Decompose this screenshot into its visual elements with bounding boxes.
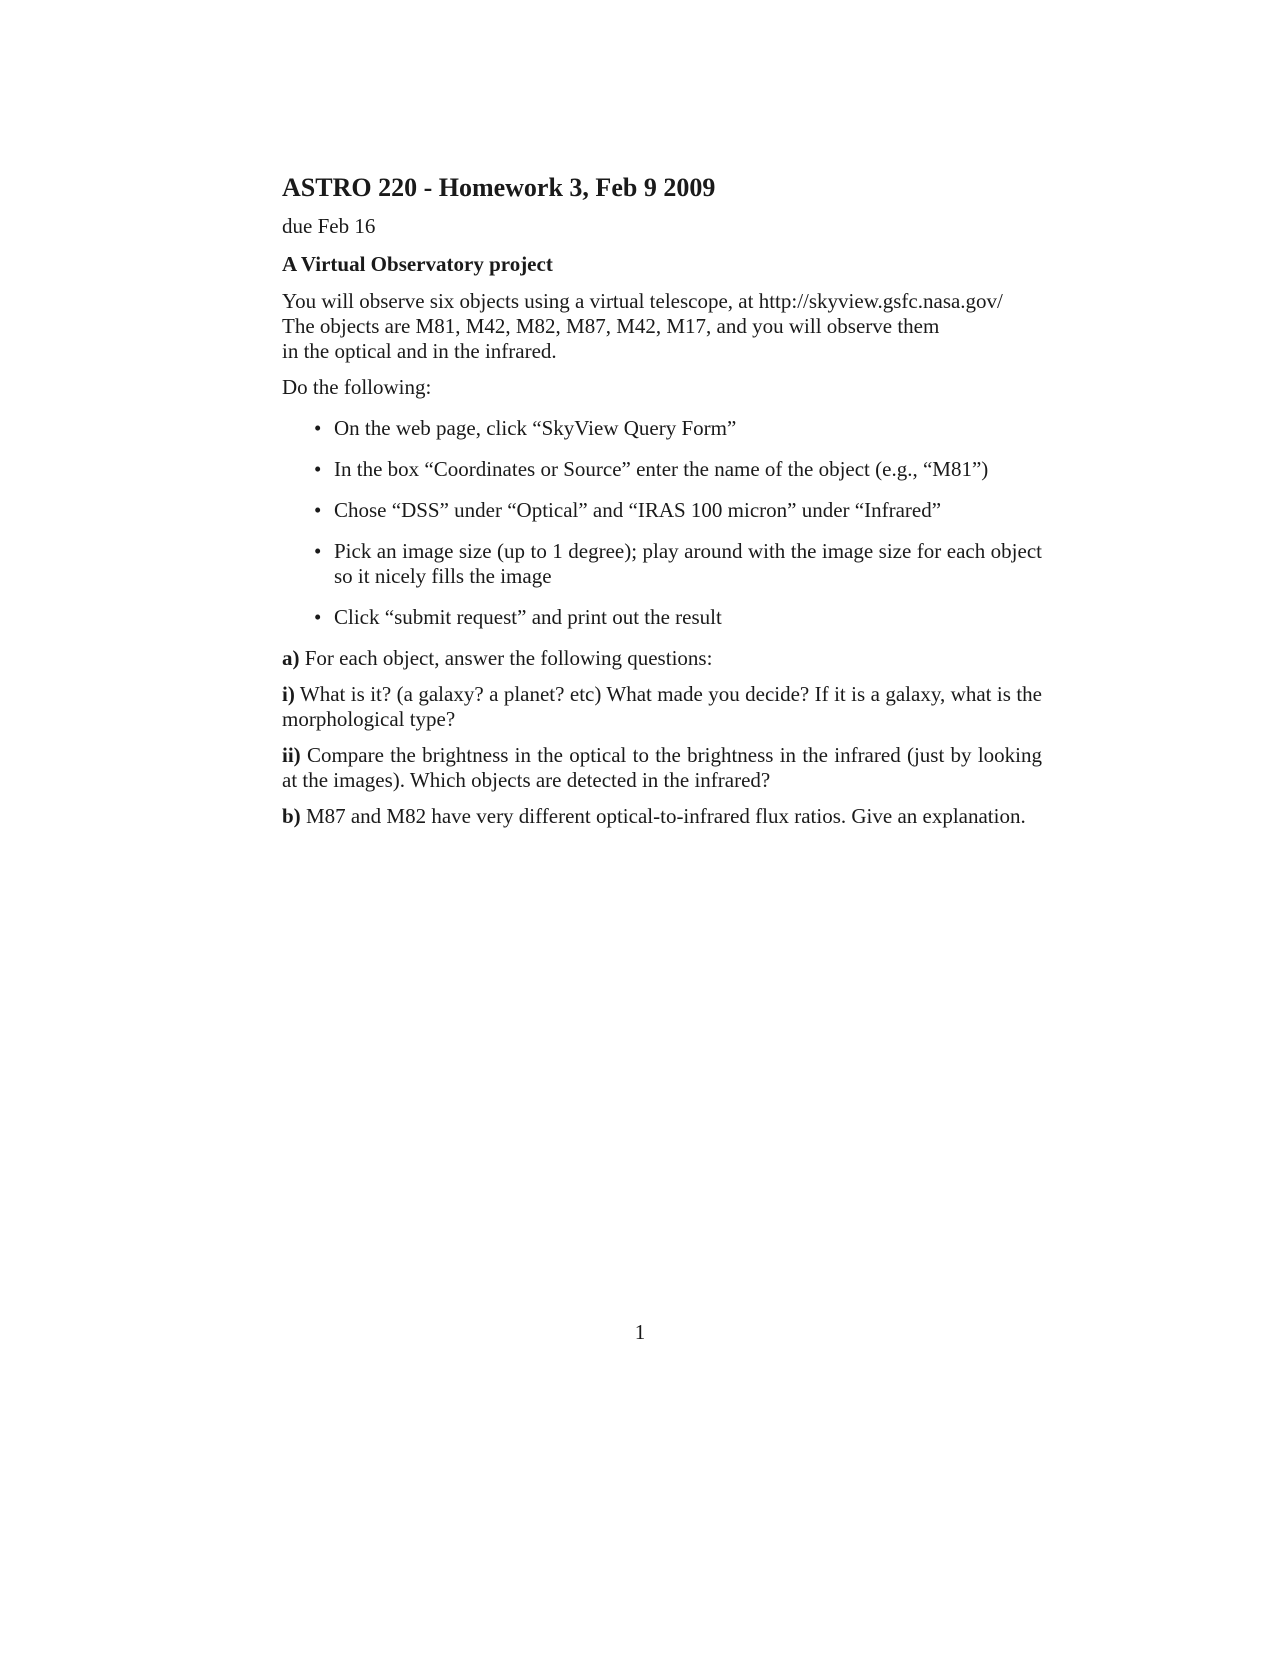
- bullet-icon: •: [314, 605, 322, 629]
- bullet-icon: •: [314, 416, 322, 440]
- list-item: [282, 605, 1042, 630]
- step-text: In the box “Coordinates or Source” enter the name of the object (e.g., “M81”): [334, 457, 989, 481]
- question-b: [282, 804, 1042, 829]
- intro-line: You will observe six objects using a virtual telescope, at http://skyview.gsfc.nasa.gov/: [282, 289, 1003, 313]
- document-page: [282, 172, 1042, 840]
- bullet-icon: •: [314, 539, 322, 563]
- document-title: ASTRO 220 - Homework 3, Feb 9 2009: [282, 173, 716, 202]
- intro-line: in the optical and in the infrared.: [282, 339, 557, 363]
- due-date: due Feb 16: [282, 214, 376, 238]
- question-label: ii): [282, 743, 301, 767]
- step-text: Click “submit request” and print out the result: [334, 605, 722, 629]
- intro-paragraph: [282, 289, 1042, 364]
- list-item: [282, 416, 1042, 441]
- section-heading: A Virtual Observatory project: [282, 252, 553, 276]
- instructions-lead: Do the following:: [282, 375, 432, 399]
- question-text: M87 and M82 have very different optical-to-infrared flux ratios. Give an explanation.: [305, 804, 1026, 828]
- question-label: b): [282, 804, 301, 828]
- question-ii: [282, 743, 1042, 793]
- steps-list: [282, 416, 1042, 630]
- bullet-icon: •: [314, 457, 322, 481]
- question-label: a): [282, 646, 300, 670]
- list-item: [282, 457, 1042, 482]
- question-text: What is it? (a galaxy? a planet? etc) What made you decide? If it is a galaxy, what is the morphological type?: [282, 682, 1042, 731]
- step-text: On the web page, click “SkyView Query Form”: [334, 416, 737, 440]
- list-item: [282, 498, 1042, 523]
- question-text: Compare the brightness in the optical to the brightness in the infrared (just by looking at the images). Which objects are detected in the infrared?: [282, 743, 1042, 792]
- intro-line: The objects are M81, M42, M82, M87, M42, M17, and you will observe them: [282, 314, 940, 338]
- question-text: For each object, answer the following questions:: [304, 646, 713, 670]
- question-label: i): [282, 682, 295, 706]
- question-a: [282, 646, 1042, 671]
- step-text: Pick an image size (up to 1 degree); play around with the image size for each object so it nicely fills the image: [334, 539, 1042, 588]
- list-item: [282, 539, 1042, 589]
- step-text: Chose “DSS” under “Optical” and “IRAS 100 micron” under “Infrared”: [334, 498, 942, 522]
- question-i: [282, 682, 1042, 732]
- bullet-icon: •: [314, 498, 322, 522]
- page-number: 1: [634, 1320, 646, 1344]
